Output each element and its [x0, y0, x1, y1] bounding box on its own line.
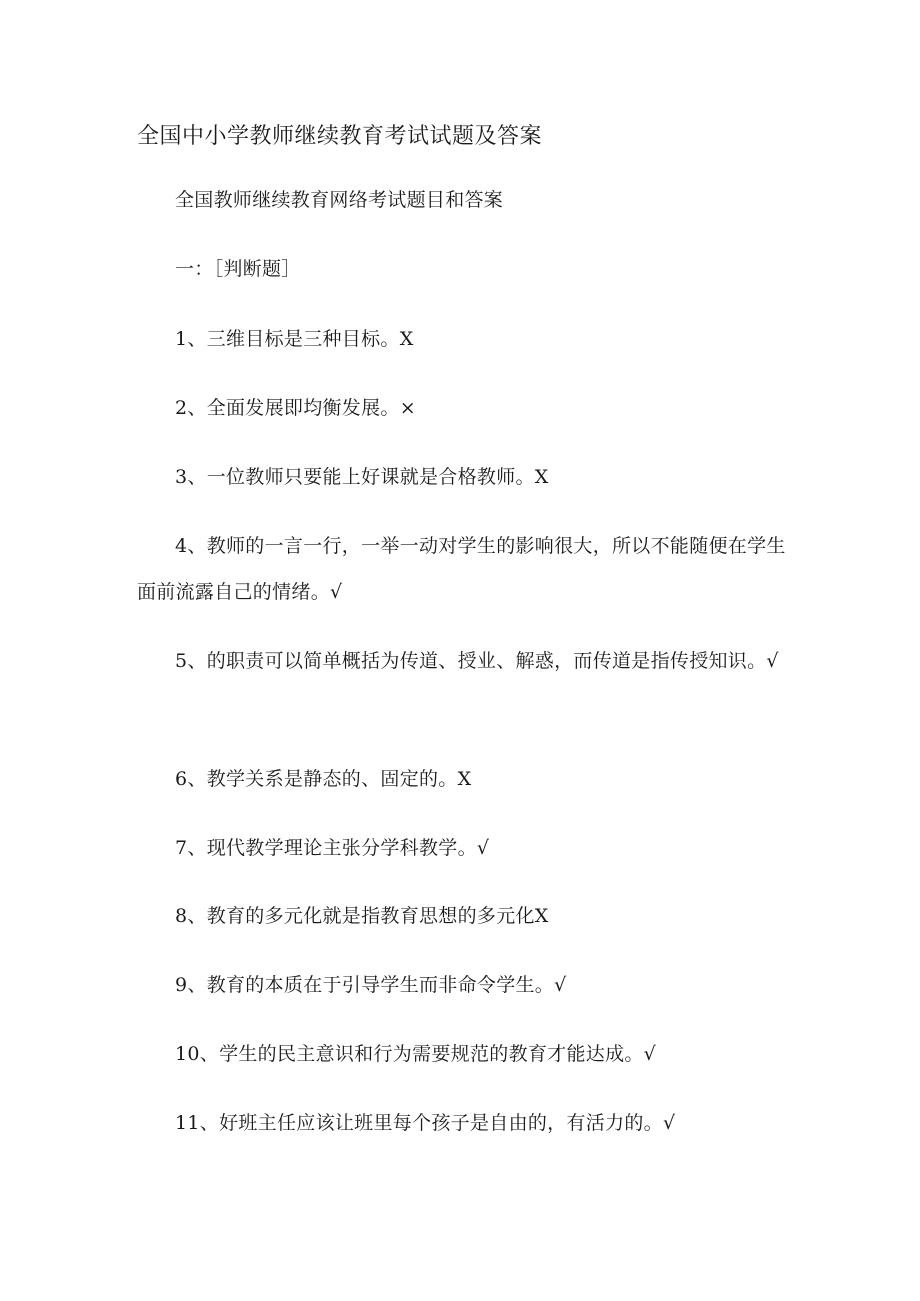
document-title: 全国中小学教师继续教育考试试题及答案 — [137, 124, 543, 149]
question-item: 7、现代教学理论主张分学科教学。√ — [175, 837, 490, 859]
question-item: 5、的职责可以简单概括为传道、授业、解惑，而传道是指传授知识。√ — [175, 650, 779, 672]
question-item: 2、全面发展即均衡发展。× — [175, 397, 416, 419]
section-heading: 一：［判断题］ — [175, 258, 301, 280]
question-item: 11、好班主任应该让班里每个孩子是自由的，有活力的。√ — [175, 1112, 676, 1134]
document-subtitle: 全国教师继续教育网络考试题目和答案 — [175, 189, 504, 211]
question-item: 1、三维目标是三种目标。X — [175, 328, 414, 350]
question-item: 9、教育的本质在于引导学生而非命令学生。√ — [175, 974, 567, 996]
question-item: 3、一位教师只要能上好课就是合格教师。X — [175, 466, 549, 488]
question-item: 4、教师的一言一行，一举一动对学生的影响很大，所以不能随便在学生面前流露自己的情绪。√ — [137, 535, 786, 603]
question-item: 8、教育的多元化就是指教育思想的多元化X — [175, 905, 549, 927]
question-item: 10、学生的民主意识和行为需要规范的教育才能达成。√ — [175, 1043, 657, 1065]
question-item: 6、教学关系是静态的、固定的。X — [175, 768, 472, 790]
